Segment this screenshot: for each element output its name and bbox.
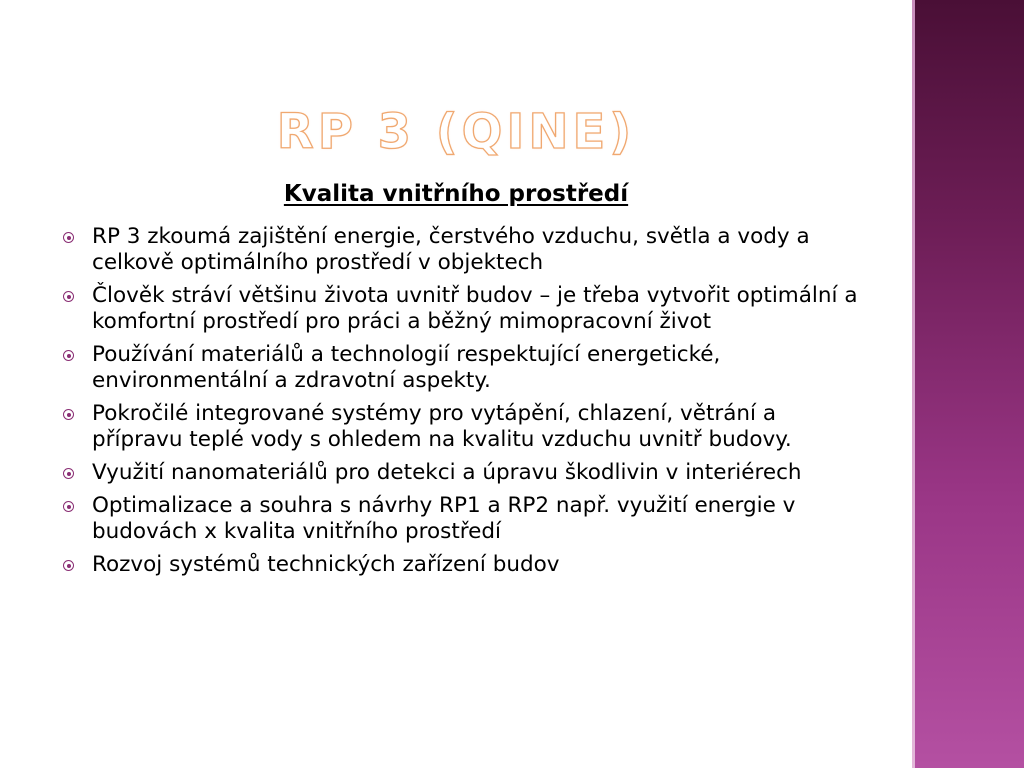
circled-dot-bullet-icon [63, 501, 74, 512]
bullet-text: Člověk stráví většinu života uvnitř budov – je třeba vytvořit optimální a komfortní prostředí pro práci a běžný mimopracovní život [92, 283, 858, 334]
bullet-item [62, 224, 862, 276]
bullet-text: Používání materiálů a technologií respektující energetické, environmentální a zdravotní aspekty. [92, 342, 721, 393]
circled-dot-bullet-icon [63, 468, 74, 479]
circled-dot-bullet-icon [63, 350, 74, 361]
decorative-side-band [912, 0, 1024, 768]
circled-dot-bullet-icon [63, 409, 74, 420]
circled-dot-bullet-icon [63, 560, 74, 571]
slide-title: RP 3 (QINE) [276, 104, 636, 160]
bullet-text: Rozvoj systémů technických zařízení budov [92, 552, 560, 577]
bullet-text: RP 3 zkoumá zajištění energie, čerstvého vzduchu, světla a vody a celkově optimálního prostředí v objektech [92, 224, 810, 275]
circled-dot-bullet-icon [63, 291, 74, 302]
bullet-item [62, 401, 862, 453]
bullet-text: Pokročilé integrované systémy pro vytápění, chlazení, větrání a přípravu teplé vody s ohledem na kvalitu vzduchu uvnitř budovy. [92, 401, 792, 452]
bullet-item [62, 552, 862, 578]
bullet-item [62, 283, 862, 335]
bullet-text: Využití nanomateriálů pro detekci a úpravu škodlivin v interiérech [92, 460, 802, 485]
circled-dot-bullet-icon [63, 232, 74, 243]
bullet-item [62, 493, 862, 545]
bullet-item [62, 460, 862, 486]
bullet-list [62, 224, 862, 585]
bullet-item [62, 342, 862, 394]
bullet-text: Optimalizace a souhra s návrhy RP1 a RP2 např. využití energie v budovách x kvalita vnitřního prostředí [92, 493, 796, 544]
slide-subtitle: Kvalita vnitřního prostředí [283, 181, 629, 207]
